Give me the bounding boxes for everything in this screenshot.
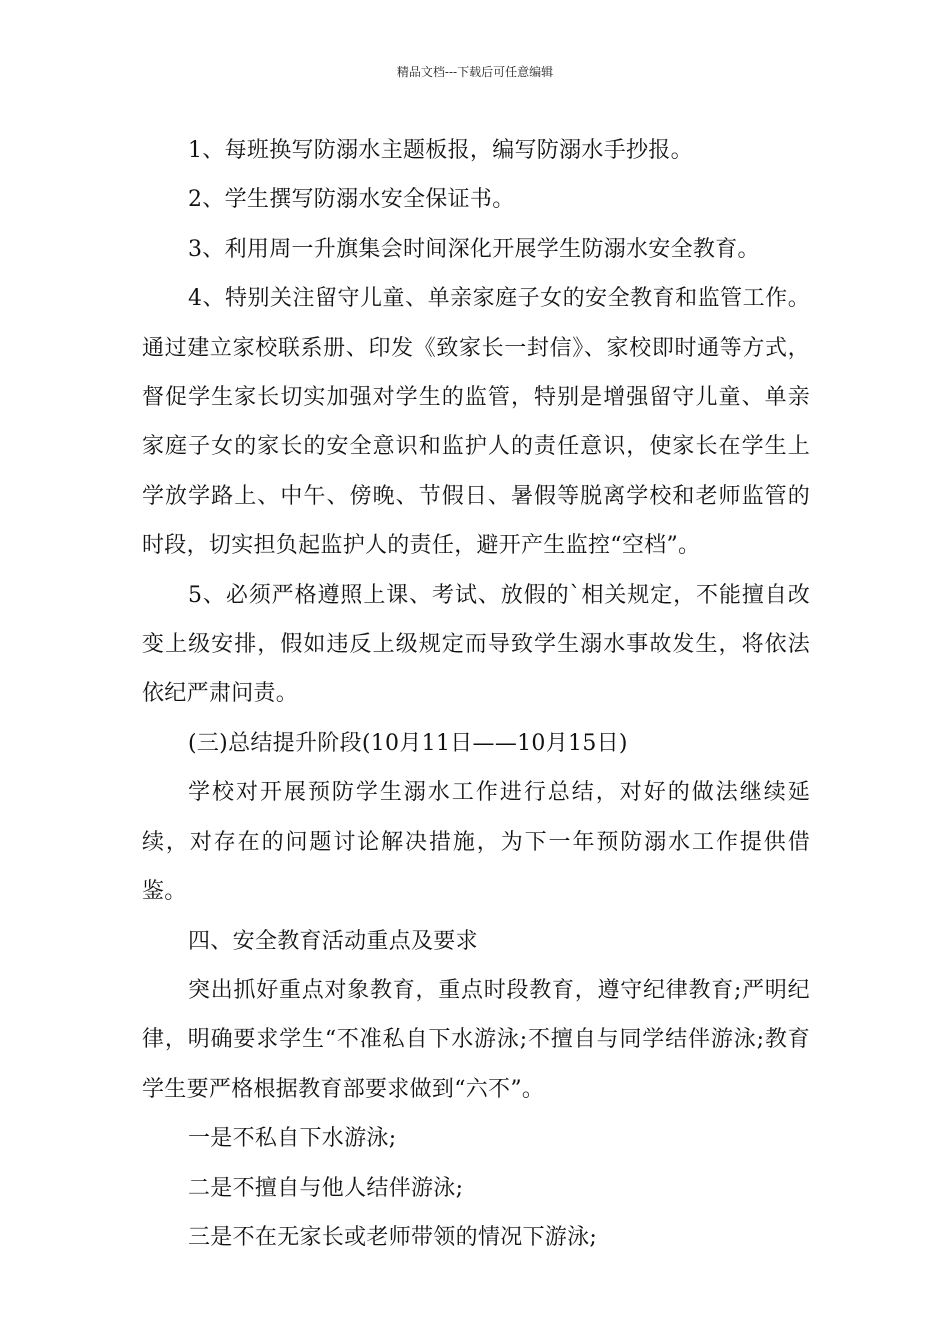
paragraph-item-2: 2、学生撰写防溺水安全保证书。 <box>188 187 515 213</box>
paragraph-item-3: 3、利用周一升旗集会时间深化开展学生防溺水安全教育。 <box>188 236 760 262</box>
page-header: 精品文档---下载后可任意编辑 <box>396 65 554 79</box>
paragraph-summary: 学校对开展预防学生溺水工作进行总结，对好的做法继续延续，对存在的问题讨论解决措施，为下一年预防溺水工作提供借鉴。 <box>142 780 810 905</box>
section-heading-summary-phase: (三)总结提升阶段(10月11日——10月15日) <box>188 730 628 756</box>
rule-item-1: 一是不私自下水游泳; <box>188 1126 397 1152</box>
section-heading-key-points: 四、安全教育活动重点及要求 <box>188 928 478 954</box>
paragraph-requirements: 突出抓好重点对象教育，重点时段教育，遵守纪律教育;严明纪律，明确要求学生“不准私自下水游泳;不擅自与同学结伴游泳;教育学生要严格根据教育部要求做到“六不”。 <box>142 977 810 1102</box>
paragraph-item-1: 1、每班换写防溺水主题板报，编写防溺水手抄报。 <box>188 138 693 163</box>
rule-item-2: 二是不擅自与他人结伴游泳; <box>188 1175 464 1201</box>
paragraph-item-4: 4、特别关注留守儿童、单亲家庭子女的安全教育和监管工作。通过建立家校联系册、印发《致家长一封信》、家校即时通等方式，督促学生家长切实加强对学生的监管，特别是增强留守儿童、单亲家庭子女的家长的安全意识和监护人的责任意识，使家长在学生上学放学路上、中午、傍晚、节假日、暑假等脱离学校和老师监管的时段，切实担负起监护人的责任，避开产生监控“空档”。 <box>142 286 810 559</box>
rule-item-3: 三是不在无家长或老师带领的情况下游泳; <box>188 1224 598 1250</box>
document-body <box>142 126 810 1262</box>
paragraph-item-5: 5、必须严格遵照上课、考试、放假的`相关规定，不能擅自改变上级安排，假如违反上级规定而导致学生溺水事故发生，将依法依纪严肃问责。 <box>142 582 810 707</box>
